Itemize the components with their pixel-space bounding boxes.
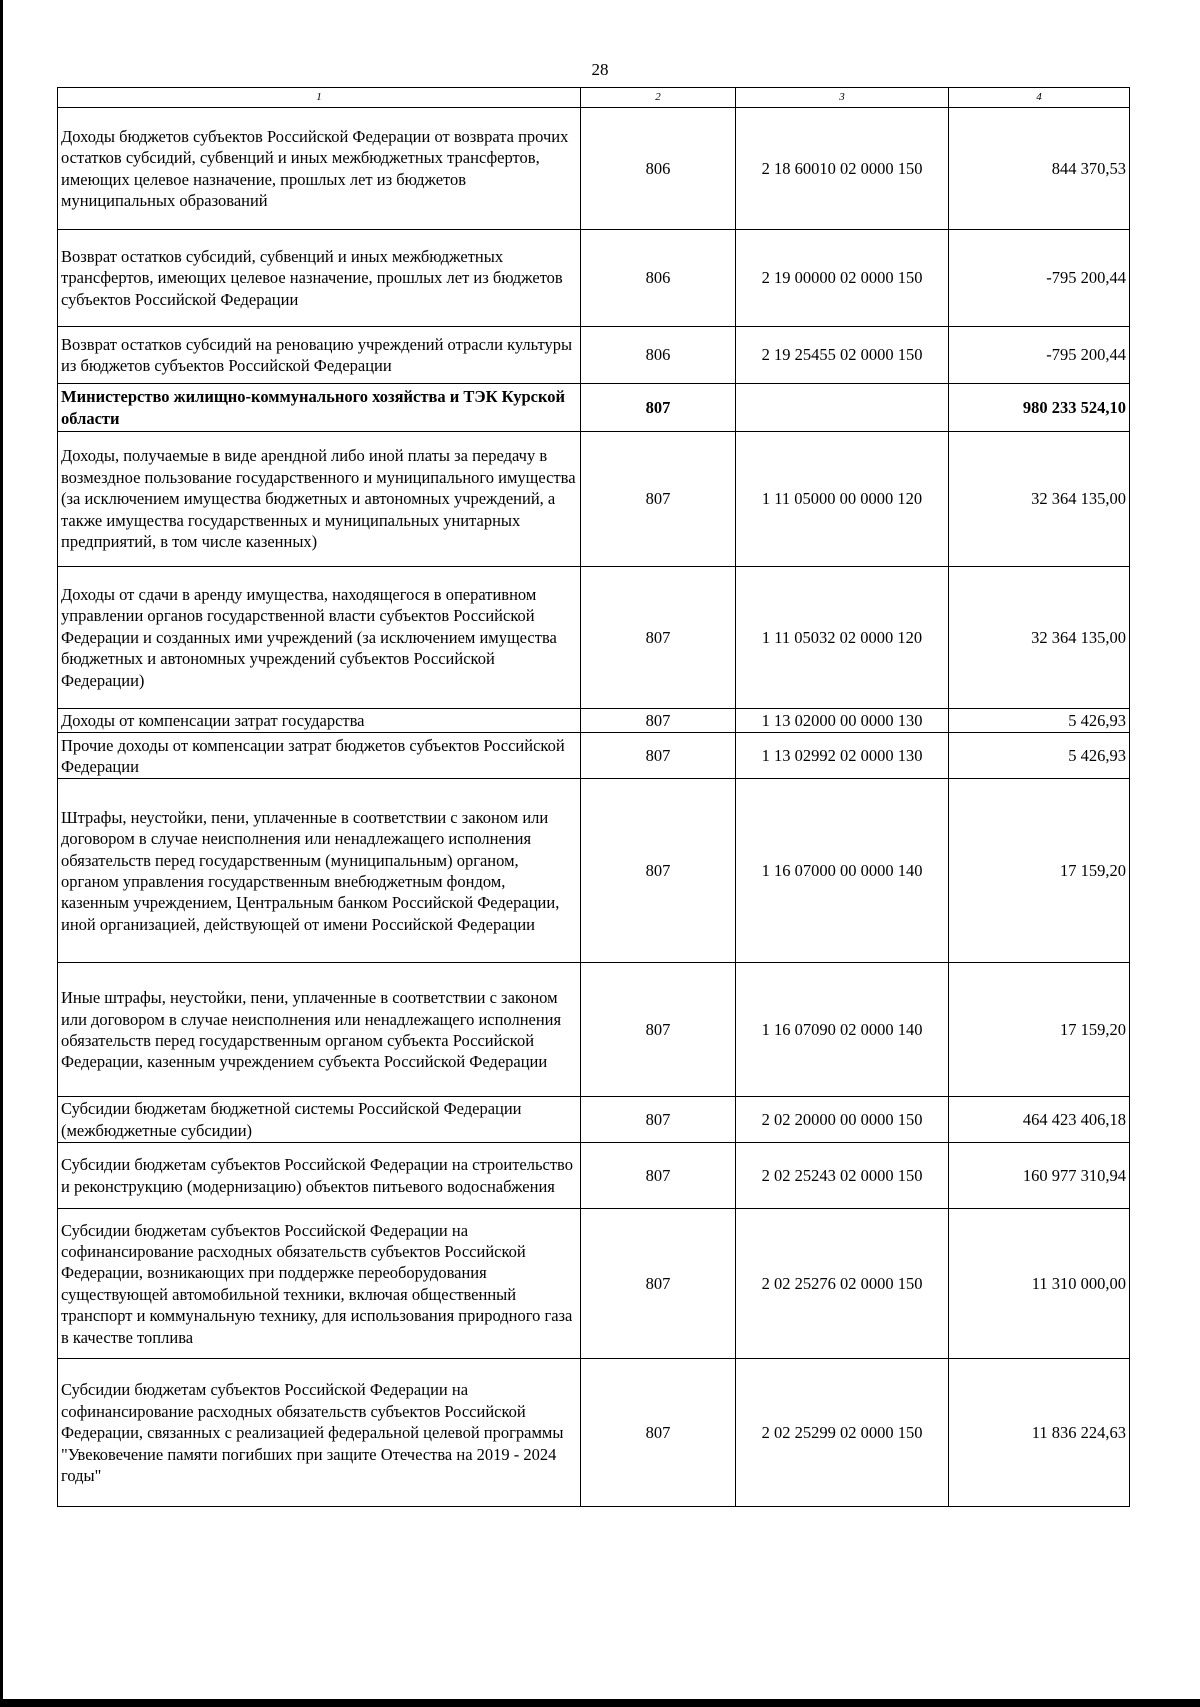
table-row bbox=[58, 230, 1130, 327]
row-admin-code-cell: 806 bbox=[581, 108, 736, 230]
row-name-cell: Прочие доходы от компенсации затрат бюджетов субъектов Российской Федерации bbox=[58, 733, 581, 779]
row-revenue-code-cell: 2 02 25276 02 0000 150 bbox=[736, 1209, 949, 1359]
row-amount-cell: 11 310 000,00 bbox=[949, 1209, 1130, 1359]
table-row bbox=[58, 327, 1130, 384]
header-col-1: 1 bbox=[58, 88, 581, 108]
scan-edge-left bbox=[0, 0, 3, 1707]
row-admin-code-cell: 807 bbox=[581, 733, 736, 779]
row-revenue-code-cell: 2 02 25299 02 0000 150 bbox=[736, 1359, 949, 1507]
row-amount-cell: 5 426,93 bbox=[949, 709, 1130, 733]
row-name-cell: Субсидии бюджетам субъектов Российской Федерации на софинансирование расходных обязательств субъектов Российской Федерации, возникающих при поддержке переоборудования существующей автомобильной техники, включая общественный транспорт и коммунальную технику, для использования природного газа в качестве топлива bbox=[58, 1209, 581, 1359]
page-number: 28 bbox=[591, 60, 609, 79]
table-row bbox=[58, 1097, 1130, 1143]
row-admin-code-cell: 806 bbox=[581, 327, 736, 384]
row-amount-cell: -795 200,44 bbox=[949, 230, 1130, 327]
row-revenue-code-cell: 1 11 05000 00 0000 120 bbox=[736, 432, 949, 567]
table-row bbox=[58, 432, 1130, 567]
table-row bbox=[58, 963, 1130, 1097]
row-revenue-code-cell bbox=[736, 384, 949, 432]
table-row bbox=[58, 384, 1130, 432]
row-admin-code-cell: 807 bbox=[581, 709, 736, 733]
row-name-cell: Возврат остатков субсидий, субвенций и иных межбюджетных трансфертов, имеющих целевое назначение, прошлых лет из бюджетов субъектов Российской Федерации bbox=[58, 230, 581, 327]
row-admin-code-cell: 807 bbox=[581, 567, 736, 709]
row-amount-cell: 5 426,93 bbox=[949, 733, 1130, 779]
table-row bbox=[58, 567, 1130, 709]
row-amount-cell: 844 370,53 bbox=[949, 108, 1130, 230]
row-admin-code-cell: 807 bbox=[581, 432, 736, 567]
row-revenue-code-cell: 1 16 07000 00 0000 140 bbox=[736, 779, 949, 963]
table-row bbox=[58, 1209, 1130, 1359]
table-header-row bbox=[58, 88, 1130, 108]
row-admin-code-cell: 807 bbox=[581, 779, 736, 963]
scan-edge-bottom bbox=[0, 1699, 1200, 1707]
row-name-cell: Доходы от сдачи в аренду имущества, находящегося в оперативном управлении органов государственной власти субъектов Российской Федерации и созданных ими учреждений (за исключением имущества бюджетных и автономных учреждений субъектов Российской Федерации) bbox=[58, 567, 581, 709]
row-amount-cell: 32 364 135,00 bbox=[949, 432, 1130, 567]
row-amount-cell: -795 200,44 bbox=[949, 327, 1130, 384]
row-amount-cell: 11 836 224,63 bbox=[949, 1359, 1130, 1507]
row-revenue-code-cell: 2 02 25243 02 0000 150 bbox=[736, 1143, 949, 1209]
row-name-cell: Доходы от компенсации затрат государства bbox=[58, 709, 581, 733]
row-revenue-code-cell: 2 18 60010 02 0000 150 bbox=[736, 108, 949, 230]
header-col-2: 2 bbox=[581, 88, 736, 108]
row-amount-cell: 17 159,20 bbox=[949, 779, 1130, 963]
row-name-cell: Доходы, получаемые в виде арендной либо иной платы за передачу в возмездное пользование государственного и муниципального имущества (за исключением имущества бюджетных и автономных учреждений, а также имущества государственных и муниципальных унитарных предприятий, в том числе казенных) bbox=[58, 432, 581, 567]
row-admin-code-cell: 807 bbox=[581, 1097, 736, 1143]
row-admin-code-cell: 807 bbox=[581, 1209, 736, 1359]
row-revenue-code-cell: 2 19 25455 02 0000 150 bbox=[736, 327, 949, 384]
table-row bbox=[58, 779, 1130, 963]
table-row bbox=[58, 733, 1130, 779]
row-admin-code-cell: 807 bbox=[581, 384, 736, 432]
row-name-cell: Штрафы, неустойки, пени, уплаченные в соответствии с законом или договором в случае неисполнения или ненадлежащего исполнения обязательств перед государственным (муниципальным) органом, органом управления государственным внебюджетным фондом, казенным учреждением, Центральным банком Российской Федерации, иной организацией, действующей от имени Российской Федерации bbox=[58, 779, 581, 963]
row-name-cell: Министерство жилищно-коммунального хозяйства и ТЭК Курской области bbox=[58, 384, 581, 432]
row-name-cell: Возврат остатков субсидий на реновацию учреждений отрасли культуры из бюджетов субъектов Российской Федерации bbox=[58, 327, 581, 384]
revenue-table bbox=[57, 87, 1130, 1507]
row-name-cell: Иные штрафы, неустойки, пени, уплаченные в соответствии с законом или договором в случае неисполнения или ненадлежащего исполнения обязательств перед государственным органом субъекта Российской Федерации, казенным учреждением субъекта Российской Федерации bbox=[58, 963, 581, 1097]
header-col-4: 4 bbox=[949, 88, 1130, 108]
row-revenue-code-cell: 1 13 02000 00 0000 130 bbox=[736, 709, 949, 733]
table-row bbox=[58, 709, 1130, 733]
row-name-cell: Субсидии бюджетам субъектов Российской Федерации на строительство и реконструкцию (модернизацию) объектов питьевого водоснабжения bbox=[58, 1143, 581, 1209]
row-name-cell: Субсидии бюджетам бюджетной системы Российской Федерации (межбюджетные субсидии) bbox=[58, 1097, 581, 1143]
row-admin-code-cell: 807 bbox=[581, 1143, 736, 1209]
table-row bbox=[58, 108, 1130, 230]
table-row bbox=[58, 1359, 1130, 1507]
row-amount-cell: 160 977 310,94 bbox=[949, 1143, 1130, 1209]
row-amount-cell: 32 364 135,00 bbox=[949, 567, 1130, 709]
row-name-cell: Субсидии бюджетам субъектов Российской Федерации на софинансирование расходных обязательств субъектов Российской Федерации, связанных с реализацией федеральной целевой программы "Увековечение памяти погибших при защите Отечества на 2019 - 2024 годы" bbox=[58, 1359, 581, 1507]
row-amount-cell: 17 159,20 bbox=[949, 963, 1130, 1097]
row-amount-cell: 980 233 524,10 bbox=[949, 384, 1130, 432]
row-admin-code-cell: 807 bbox=[581, 963, 736, 1097]
row-admin-code-cell: 807 bbox=[581, 1359, 736, 1507]
row-revenue-code-cell: 1 16 07090 02 0000 140 bbox=[736, 963, 949, 1097]
row-revenue-code-cell: 1 11 05032 02 0000 120 bbox=[736, 567, 949, 709]
row-revenue-code-cell: 2 19 00000 02 0000 150 bbox=[736, 230, 949, 327]
header-col-3: 3 bbox=[736, 88, 949, 108]
table-row bbox=[58, 1143, 1130, 1209]
row-name-cell: Доходы бюджетов субъектов Российской Федерации от возврата прочих остатков субсидий, субвенций и иных межбюджетных трансфертов, имеющих целевое назначение, прошлых лет из бюджетов муниципальных образований bbox=[58, 108, 581, 230]
row-amount-cell: 464 423 406,18 bbox=[949, 1097, 1130, 1143]
row-admin-code-cell: 806 bbox=[581, 230, 736, 327]
row-revenue-code-cell: 2 02 20000 00 0000 150 bbox=[736, 1097, 949, 1143]
row-revenue-code-cell: 1 13 02992 02 0000 130 bbox=[736, 733, 949, 779]
